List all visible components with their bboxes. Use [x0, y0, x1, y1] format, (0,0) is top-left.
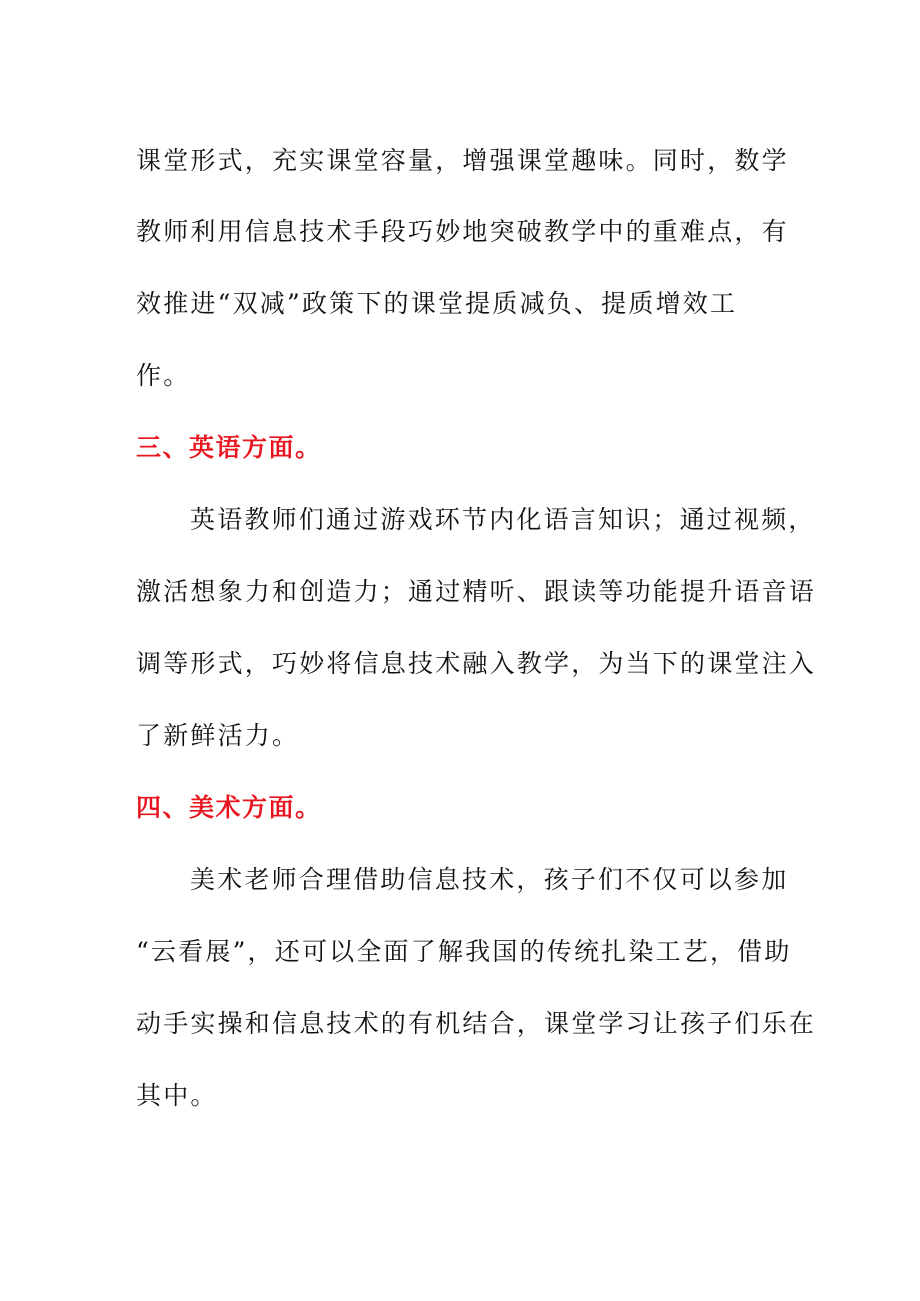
section-heading-english: 三、英语方面。 — [136, 433, 322, 462]
paragraph-line: 美术老师合理借助信息技术，孩子们不仅可以参加 — [190, 865, 789, 894]
section-heading-art: 四、美术方面。 — [136, 793, 322, 822]
paragraph-line: 动手实操和信息技术的有机结合，课堂学习让孩子们乐在 — [136, 1009, 817, 1038]
paragraph-line: 激活想象力和创造力；通过精听、跟读等功能提升语音语 — [136, 577, 817, 606]
paragraph-line: 效推进“双减”政策下的课堂提质减负、提质增效工 — [136, 289, 738, 318]
paragraph-line: 调等形式，巧妙将信息技术融入教学，为当下的课堂注入 — [136, 649, 817, 678]
paragraph-line: “云看展”，还可以全面了解我国的传统扎染工艺，借助 — [136, 937, 792, 966]
paragraph-line: 教师利用信息技术手段巧妙地突破教学中的重难点，有 — [136, 217, 789, 246]
paragraph-line: 英语教师们通过游戏环节内化语言知识；通过视频， — [190, 505, 816, 534]
paragraph-line: 作。 — [136, 361, 191, 390]
paragraph-line: 课堂形式，充实课堂容量，增强课堂趣味。同时，数学 — [136, 146, 789, 175]
paragraph-line: 了新鲜活力。 — [136, 721, 300, 750]
paragraph-line: 其中。 — [136, 1081, 218, 1110]
